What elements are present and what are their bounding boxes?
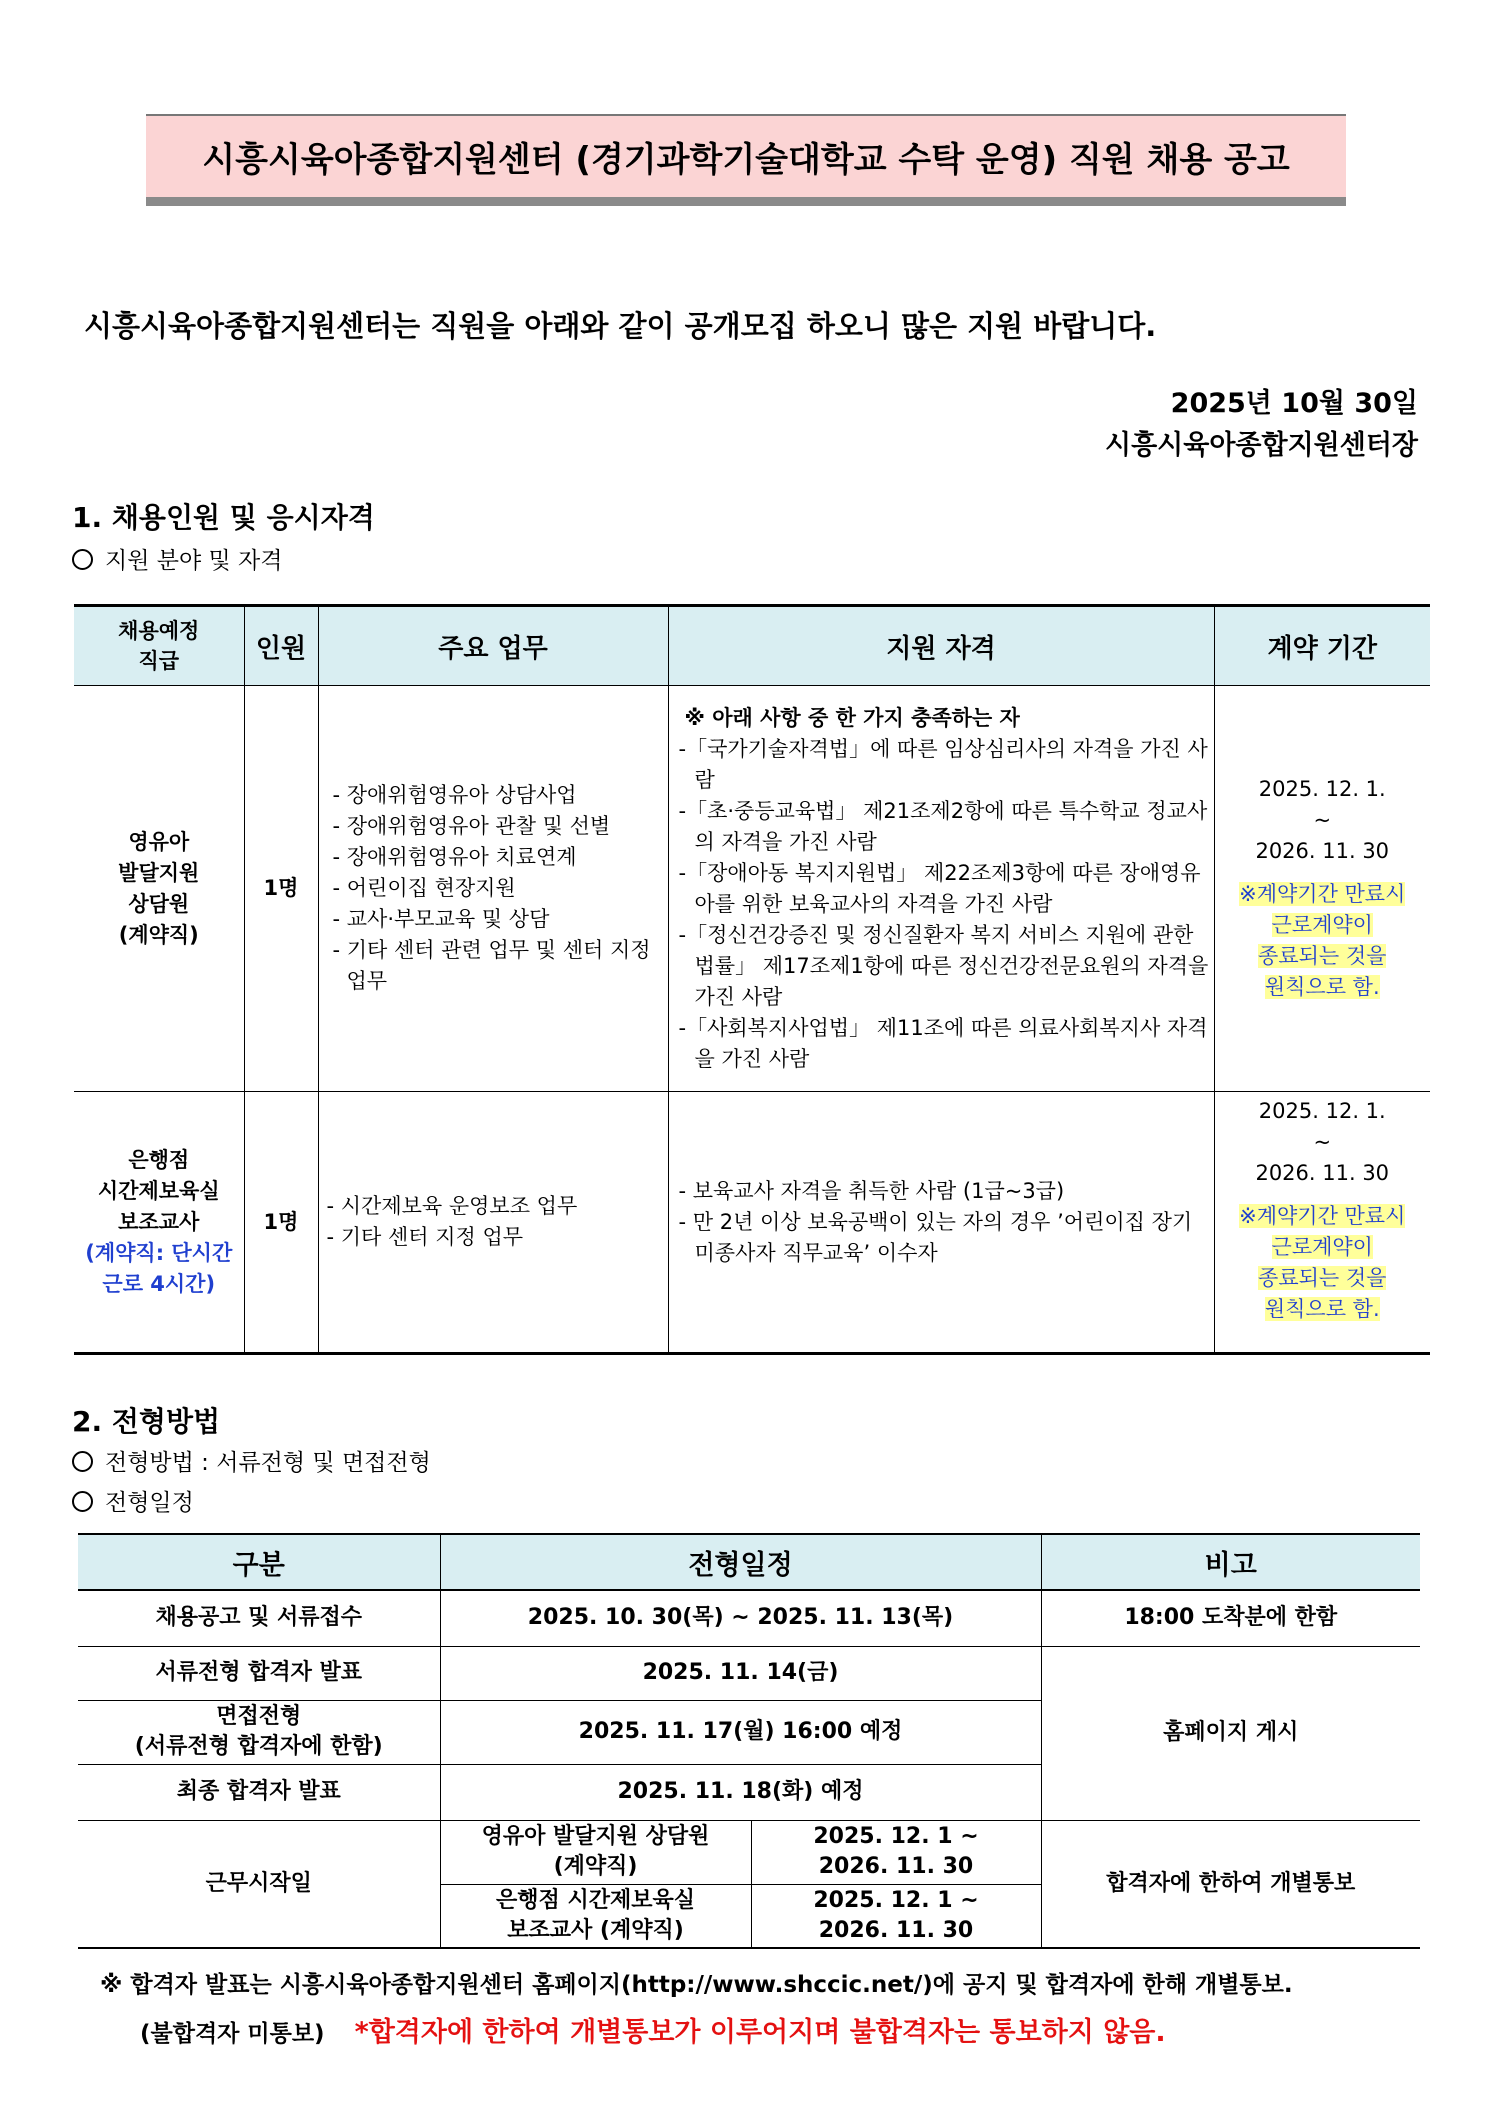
schedule-note: 18:00 도착분에 한함 [1041, 1590, 1420, 1646]
start-position-line: 은행점 시간제보육실 [496, 1887, 695, 1913]
period-sep: ~ [1313, 808, 1332, 832]
recruitment-table [74, 604, 1430, 1355]
notice-date: 2025년 10월 30일 [1170, 388, 1418, 419]
section2-sub1 [72, 1444, 431, 1477]
qualification-item: - 보육교사 자격을 취득한 사람 (1급~3급) [678, 1178, 1065, 1203]
duties-cell [318, 1092, 668, 1354]
footnote-nonpass: (불합격자 미통보) [140, 2021, 325, 2047]
duty-item: - 장애위험영유아 관찰 및 선별 [332, 814, 611, 838]
position-line: 은행점 [128, 1147, 190, 1172]
period-note: ※계약기간 만료시 [1239, 1204, 1406, 1228]
header-period: 계약 기간 [1214, 606, 1430, 686]
table-header-row [78, 1534, 1420, 1590]
qualification-item: -「국가기술자격법」에 따른 임상심리사의 자격을 가진 사람 [678, 736, 1208, 792]
start-date [751, 1820, 1041, 1884]
count-cell: 1명 [244, 686, 318, 1092]
period-sep: ~ [1313, 1130, 1332, 1154]
period-end: 2026. 11. 30 [1255, 839, 1390, 863]
schedule-table [78, 1533, 1420, 1949]
table-row [74, 686, 1430, 1092]
position-line: 상담원 [128, 891, 190, 916]
period-note: 원칙으로 함. [1264, 975, 1380, 999]
qualification-title: ※ 아래 사항 중 한 가지 충족하는 자 [684, 705, 1020, 730]
circle-bullet-icon [72, 1491, 93, 1512]
section2-sub1-text: 전형방법 : 서류전형 및 면접전형 [105, 1450, 431, 1476]
schedule-note: 합격자에 한하여 개별통보 [1041, 1820, 1420, 1948]
section2-heading: 2. 전형방법 [72, 1405, 221, 1438]
start-position-line: 영유아 발달지원 상담원 [481, 1824, 710, 1849]
start-date-line: 2026. 11. 30 [818, 1917, 974, 1943]
table-header-row [74, 606, 1430, 686]
table-row [74, 1092, 1430, 1354]
section1-sub [72, 542, 282, 575]
circle-bullet-icon [72, 1451, 93, 1472]
position-note: (계약직: 단시간 [85, 1240, 233, 1265]
start-position [440, 1820, 751, 1884]
duty-item: - 교사·부모교육 및 상담 [332, 907, 550, 931]
schedule-label-line: 면접전형 [216, 1704, 302, 1729]
section2-sub2-text: 전형일정 [105, 1490, 194, 1516]
header-note: 비고 [1041, 1534, 1420, 1590]
period-note: 종료되는 것을 [1258, 944, 1387, 968]
footnote-second-line [140, 2010, 1166, 2049]
section1-heading: 1. 채용인원 및 응시자격 [72, 501, 375, 534]
qualification-item: -「초·중등교육법」 제21조제2항에 따른 특수학교 정교사의 자격을 가진 사람 [678, 798, 1208, 854]
period-start: 2025. 12. 1. [1258, 1099, 1386, 1123]
qualification-item: -「정신건강증진 및 정신질환자 복지 서비스 지원에 관한 법률」 제17조제1항에 따른 정신건강전문요원의 자격을 가진 사람 [678, 922, 1209, 1009]
period-note: ※계약기간 만료시 [1239, 882, 1406, 906]
start-position [440, 1884, 751, 1948]
schedule-date: 2025. 11. 18(화) 예정 [440, 1764, 1041, 1820]
period-note: 원칙으로 함. [1264, 1297, 1380, 1321]
header-duties: 주요 업무 [318, 606, 668, 686]
section2-sub2 [72, 1484, 194, 1517]
position-line: 시간제보육실 [97, 1178, 220, 1203]
start-position-line: 보조교사 (계약직) [507, 1917, 684, 1943]
schedule-label [78, 1700, 440, 1764]
schedule-label: 근무시작일 [78, 1820, 440, 1948]
period-end: 2026. 11. 30 [1255, 1161, 1390, 1185]
duty-item: - 어린이집 현장지원 [332, 876, 516, 900]
position-line: 발달지원 [118, 860, 200, 885]
table-row [78, 1820, 1420, 1884]
qualification-item: - 만 2년 이상 보육공백이 있는 자의 경우 ’어린이집 장기 미종사자 직무교육’ 이수자 [678, 1209, 1193, 1265]
circle-bullet-icon [72, 549, 93, 570]
schedule-date: 2025. 10. 30(목) ~ 2025. 11. 13(목) [440, 1590, 1041, 1646]
schedule-date: 2025. 11. 14(금) [440, 1646, 1041, 1700]
start-date-line: 2025. 12. 1 ~ [813, 1824, 979, 1849]
header-position: 채용예정 직급 [74, 606, 244, 686]
header-category: 구분 [78, 1534, 440, 1590]
intro-text: 시흥시육아종합지원센터는 직원을 아래와 같이 공개모집 하오니 많은 지원 바랍니다. [84, 309, 1157, 343]
position-line: 보조교사 [118, 1209, 200, 1234]
footnote-announcement: ※ 합격자 발표는 시흥시육아종합지원센터 홈페이지(http://www.shccic.net/)에 공지 및 합격자에 한해 개별통보. [100, 1972, 1293, 1998]
duty-item: - 장애위험영유아 치료연계 [332, 845, 577, 869]
period-note: 종료되는 것을 [1258, 1266, 1387, 1290]
period-cell [1214, 686, 1430, 1092]
duty-item: - 시간제보육 운영보조 업무 [326, 1194, 578, 1218]
period-start: 2025. 12. 1. [1258, 777, 1386, 801]
duty-item: - 기타 센터 관련 업무 및 센터 지정업무 [332, 938, 651, 993]
duties-cell [318, 686, 668, 1092]
section1-sub-text: 지원 분야 및 자격 [105, 548, 283, 574]
qualification-item: -「장애아동 복지지원법」 제22조제3항에 따른 장애영유아를 위한 보육교사의 자격을 가진 사람 [678, 860, 1201, 916]
page-title: 시흥시육아종합지원센터 (경기과학기술대학교 수탁 운영) 직원 채용 공고 [146, 114, 1346, 206]
header-count: 인원 [244, 606, 318, 686]
position-cell [74, 686, 244, 1092]
schedule-label: 채용공고 및 서류접수 [78, 1590, 440, 1646]
start-position-line: (계약직) [553, 1854, 638, 1879]
table-row [78, 1590, 1420, 1646]
schedule-note: 홈페이지 게시 [1041, 1646, 1420, 1820]
count-cell: 1명 [244, 1092, 318, 1354]
qualification-cell [668, 1092, 1214, 1354]
schedule-label-line: (서류전형 합격자에 한함) [134, 1734, 383, 1759]
header-schedule: 전형일정 [440, 1534, 1041, 1590]
start-date [751, 1884, 1041, 1948]
duty-item: - 기타 센터 지정 업무 [326, 1225, 524, 1249]
schedule-date: 2025. 11. 17(월) 16:00 예정 [440, 1700, 1041, 1764]
issuer: 시흥시육아종합지원센터장 [1105, 430, 1418, 461]
schedule-label: 최종 합격자 발표 [78, 1764, 440, 1820]
footnote-red-notice: *합격자에 한하여 개별통보가 이루어지며 불합격자는 통보하지 않음. [354, 2017, 1166, 2048]
start-date-line: 2025. 12. 1 ~ [813, 1887, 979, 1913]
schedule-label: 서류전형 합격자 발표 [78, 1646, 440, 1700]
position-note: 근로 4시간) [102, 1271, 216, 1296]
duty-item: - 장애위험영유아 상담사업 [332, 783, 577, 807]
period-note: 근로계약이 [1271, 1235, 1373, 1259]
period-cell [1214, 1092, 1430, 1354]
position-cell [74, 1092, 244, 1354]
start-date-line: 2026. 11. 30 [818, 1854, 974, 1879]
position-line: 영유아 [128, 829, 190, 854]
qualification-cell [668, 686, 1214, 1092]
position-line: (계약직) [118, 922, 199, 947]
header-qualification: 지원 자격 [668, 606, 1214, 686]
table-row [78, 1646, 1420, 1700]
qualification-item: -「사회복지사업법」 제11조에 따른 의료사회복지사 자격을 가진 사람 [678, 1015, 1208, 1071]
period-note: 근로계약이 [1271, 913, 1373, 937]
